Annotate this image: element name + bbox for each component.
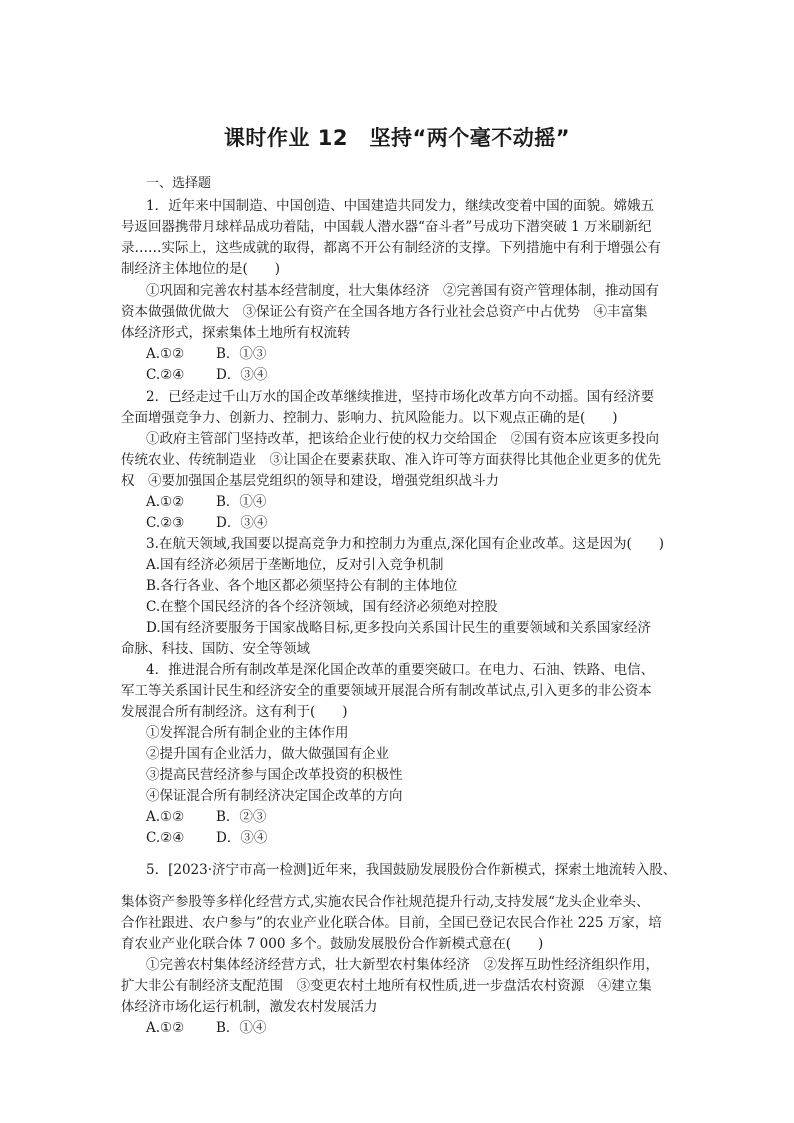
q1-stem-line-2: 号返回器携带月球样品成功着陆，中国载人潜水器“奋斗者”号成功下潜突破 1 万米刷新纪 [121,219,652,235]
q2-options-row-1 [146,494,266,510]
q1-options-row-1 [146,346,266,362]
q1-option-c: C.②④ [146,367,185,383]
q4-item-2: ②提升国有企业活力，做大做强国有企业 [146,746,389,762]
q2-stem-line-1: 2．已经走过千山万水的国企改革继续推进，坚持市场化改革方向不动摇。国有经济要 [146,389,655,405]
q3-choice-c: C.在整个国民经济的各个经济领域，国有经济必须绝对控股 [146,599,498,615]
q1-stem-line-3: 录……实际上，这些成就的取得，都离不开公有制经济的支撑。下列措施中有利于增强公有 [121,240,661,256]
q3-choice-d: D.国有经济要服务于国家战略目标,更多投向关系国计民生的重要领域和关系国家经济 [146,620,651,636]
q3-stem-line-1: 3.在航天领域,我国要以提高竞争力和控制力为重点,深化国有企业改革。这是因为( ) [146,536,664,552]
q2-item-line-1: ①政府主管部门坚持改革，把该给企业行使的权力交给国企 ②国有资本应该更多投向 [146,431,659,447]
q4-item-1: ①发挥混合所有制企业的主体作用 [146,725,349,741]
q4-option-d: D．③④ [216,830,268,846]
q5-options-row-1 [146,1020,266,1036]
q1-item-line-2: 资本做强做优做大 ③保证公有资产在全国各地方各行业社会总资产中占优势 ④丰富集 [121,304,648,320]
q2-option-c: C.②③ [146,515,185,531]
q5-stem-line-2: 集体资产参股等多样化经营方式,实施农民合作社规范提升行动,支持发展“龙头企业牵头、 [121,894,650,910]
q3-choice-b: B.各行各业、各个地区都必须坚持公有制的主体地位 [146,578,458,594]
q5-stem-line-3: 合作社跟进、农户参与”的农业产业化联合体。目前，全国已登记农民合作社 225 万家，培 [121,915,662,931]
q2-stem-line-2: 全面增强竞争力、创新力、控制力、影响力、抗风险能力。以下观点正确的是( ) [121,410,618,426]
q1-options-row-2 [146,367,267,383]
q5-item-line-3: 体经济市场化运行机制，激发农村发展活力 [121,999,378,1015]
q5-option-b: B．①④ [216,1020,267,1036]
q4-option-a: A.①② [146,809,185,825]
q5-option-a: A.①② [146,1020,185,1036]
q5-stem-line-1: 5．[2023·济宁市高一检测]近年来，我国鼓励发展股份合作新模式，探索土地流转入股、 [146,862,677,878]
q4-item-3: ③提高民营经济参与国企改革投资的积极性 [146,767,403,783]
q4-options-row-1 [146,809,266,825]
q2-item-line-3: 权 ④要加强国企基层党组织的领导和建设，增强党组织战斗力 [121,473,499,489]
page-title: 课时作业 12 坚持“两个毫不动摇” [223,126,571,150]
q1-option-a: A.①② [146,346,185,362]
q2-options-row-2 [146,515,267,531]
q2-option-b: B．①④ [216,494,267,510]
q1-item-line-1: ①巩固和完善农村基本经营制度，壮大集体经济 ②完善国有资产管理体制，推动国有 [146,283,659,299]
q1-option-b: B．①③ [216,346,267,362]
q5-item-line-2: 扩大非公有制经济支配范围 ③变更农村土地所有权性质,进一步盘活农村资源 ④建立集 [121,978,652,994]
q1-item-line-3: 体经济形式，探索集体土地所有权流转 [121,325,351,341]
q5-stem-line-4: 育农业产业化联合体 7 000 多个。鼓励发展股份合作新模式意在( ) [121,936,544,952]
q5-item-line-1: ①完善农村集体经济经营方式，壮大新型农村集体经济 ②发挥互助性经济组织作用， [146,957,659,973]
q4-stem-line-3: 发展混合所有制经济。这有利于( ) [121,704,348,720]
q2-option-a: A.①② [146,494,185,510]
q4-option-c: C.②④ [146,830,185,846]
q2-option-d: D．③④ [216,515,268,531]
q4-option-b: B．②③ [216,809,267,825]
q3-choice-d-cont: 命脉、科技、国防、安全等领域 [121,641,310,657]
q4-options-row-2 [146,830,267,846]
q1-option-d: D．③④ [216,367,268,383]
q2-item-line-2: 传统农业、传统制造业 ③让国企在要素获取、准入许可等方面获得比其他企业更多的优先 [121,452,661,468]
q4-stem-line-2: 军工等关系国计民生和经济安全的重要领域开展混合所有制改革试点,引入更多的非公资本 [121,683,652,699]
q1-stem-line-4: 制经济主体地位的是( ) [121,261,281,277]
q3-choice-a: A.国有经济必须居于垄断地位，反对引入竞争机制 [146,557,444,573]
section-heading: 一、选择题 [146,176,212,191]
q4-item-4: ④保证混合所有制经济决定国企改革的方向 [146,788,403,804]
q1-stem-line-1: 1．近年来中国制造、中国创造、中国建造共同发力，继续改变着中国的面貌。嫦娥五 [146,198,655,214]
q4-stem-line-1: 4．推进混合所有制改革是深化国企改革的重要突破口。在电力、石油、铁路、电信、 [146,662,655,678]
